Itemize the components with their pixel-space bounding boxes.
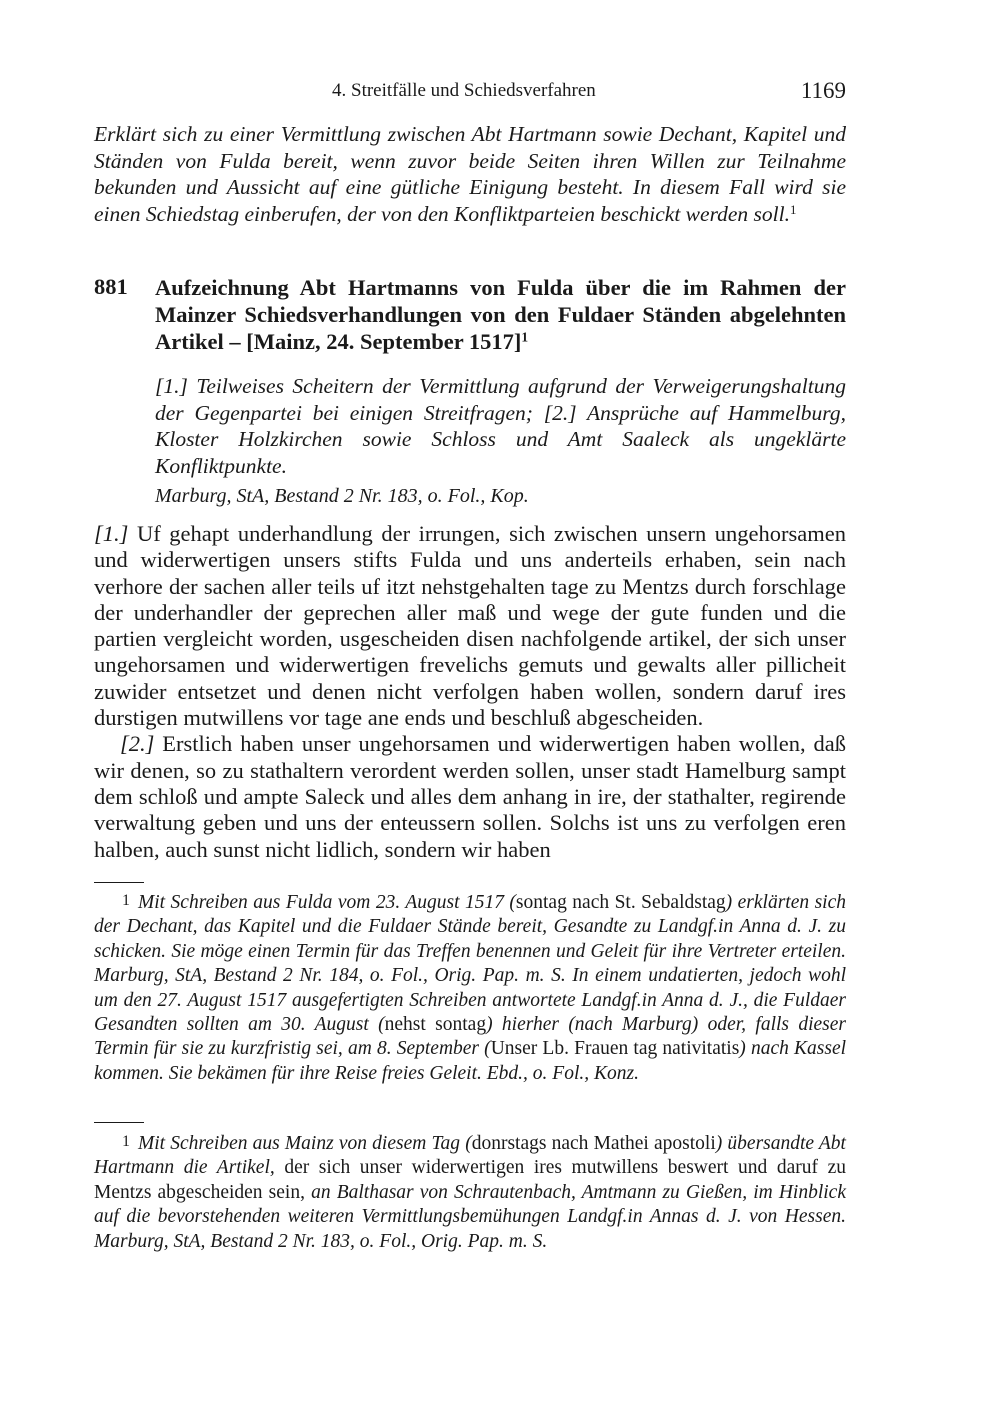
footnote-2-number: 1 — [122, 1133, 130, 1150]
paragraph-1 — [94, 521, 846, 731]
document-number: 881 — [94, 274, 128, 299]
footnote-rule-1 — [94, 882, 144, 883]
footnote-1-part-g: ) nach Kassel kommen. Sie bekämen für ihre Reise freies Geleit. Ebd., o. Fol., Konz. — [94, 1038, 847, 1084]
footnote-1 — [94, 889, 846, 1086]
paragraph-1-label: [1.] — [94, 521, 129, 546]
paragraph-2-text: Erstlich haben unser ungehorsamen und widerwertigen haben wollen, daß wir denen, so zu stathaltern verordent werden sollen, unser stadt Hamelburg sampt dem schloß und ampte Saleck und alles dem anhang in ire, der stathalter, regirende verwaltung geben und uns der enteussern sollen. Solchs ist uns zu verfolgen eren halben, auch sunst nicht lidlich, sondern wir haben — [94, 731, 846, 862]
page-number: 1169 — [800, 78, 846, 103]
footnote-2-part-a: Mit Schreiben aus Mainz von diesem Tag ( — [138, 1133, 472, 1154]
footnote-2-part-c: ) übersandte Abt Hartmann die Artikel, — [94, 1133, 846, 1179]
source-citation: Marburg, StA, Bestand 2 Nr. 183, o. Fol., Kop. — [155, 485, 529, 507]
paragraph-1-text: Uf gehapt underhandlung der irrungen, sich zwischen unsern ungehorsamen und widerwertigen unsers stifts Fulda und uns anderteils erhaben, sein nach verhore der sachen aller teils uf itzt nehstgehalten tage zu Mentzs durch forschlage der underhandler der geprechen aller maß und wege der gute funden und die partien vergleicht worden, usgescheiden disen nachfolgende artikel, der sich unser ungehorsamen und widerwertigen frevelichs gemuts und gewalts aller pillicheit zuwider entsetzet und denen nicht verfolgen haben wollen, sondern daruf ires durstigen mutwillens vor tage ane ends und beschluß abgescheiden. — [94, 521, 846, 731]
document-regest: [1.] Teilweises Scheitern der Vermittlung aufgrund der Verweigerungshaltung der Gegenpartei bei einigen Streitfragen; [2.] Ansprüche auf Hammelburg, Kloster Holzkirchen sowie Schloss und Amt Saaleck als ungeklärte Konfliktpunkte. — [155, 374, 846, 478]
footnote-1-number: 1 — [122, 892, 130, 909]
previous-regest-text: Erklärt sich zu einer Vermittlung zwischen Abt Hartmann sowie Dechant, Kapitel und Ständen von Fulda bereit, wenn zuvor beide Seiten ihren Willen zur Teilnahme bekunden und Aussicht auf eine gütliche Einigung besteht. In diesem Fall wird sie einen Schiedstag einberufen, der von den Konfliktparteien beschickt werden soll. — [94, 122, 846, 226]
footnote-1-part-e: ) hierher (nach Marburg) oder, falls dieser Termin für sie zu kurzfristig sei, am 8. September ( — [94, 1014, 846, 1060]
footnote-ref-1: 1 — [790, 202, 797, 217]
paragraph-2 — [94, 731, 846, 862]
footnote-1-part-f: Unser Lb. Frauen tag nativitatis — [490, 1038, 740, 1060]
footnote-ref-title: 1 — [521, 329, 529, 345]
footnote-rule-2 — [94, 1122, 144, 1123]
footnote-1-part-c: ) erklärten sich der Dechant, das Kapitel und die Fuldaer Stände bereit, Gesandte zu Landgf.in Anna d. J. zu schicken. Sie möge einen Termin für das Treffen benennen und Geleit für ihre Vertreter erteilen. Marburg, StA, Bestand 2 Nr. 184, o. Fol., Orig. Pap. m. S. In einem undatierten, jedoch wohl um den 27. August 1517 ausgefertigten Schreiben antwortete Landgf.in Anna d. J., die Fuldaer Gesandten sollten am 30. August ( — [94, 892, 846, 1036]
previous-regest — [94, 121, 846, 227]
document-body — [94, 521, 846, 863]
running-head: 4. Streitfälle und Schiedsverfahren — [332, 80, 596, 101]
footnote-2-part-e: an Balthasar von Schrautenbach, Amtmann zu Gießen, im Hinblick auf die bevorstehenden weiteren Vermittlungsbemühungen Landgf.in Annas d. J. von Hessen. Marburg, StA, Bestand 2 Nr. 183, o. Fol., Orig. Pap. m. S. — [94, 1181, 846, 1252]
footnote-2 — [94, 1130, 846, 1254]
document-title-text: Aufzeichnung Abt Hartmanns von Fulda über die im Rahmen der Mainzer Schiedsverhandlungen von den Fuldaer Ständen abgelehnten Artikel – [Mainz, 24. September 1517] — [155, 275, 846, 354]
footnote-2-part-d: der sich unser widerwertigen ires mutwillens beswert und daruf zu Mentzs abgescheiden sein, — [94, 1157, 846, 1203]
document-title — [155, 274, 846, 355]
footnote-1-part-b: sontag nach St. Sebaldstag — [515, 892, 726, 913]
footnote-2-part-b: donrstags nach Mathei apostoli — [471, 1133, 716, 1154]
paragraph-2-label: [2.] — [120, 731, 155, 757]
footnote-1-part-d: nehst sontag — [384, 1014, 487, 1036]
footnote-1-part-a: Mit Schreiben aus Fulda vom 23. August 1517 ( — [138, 892, 516, 913]
